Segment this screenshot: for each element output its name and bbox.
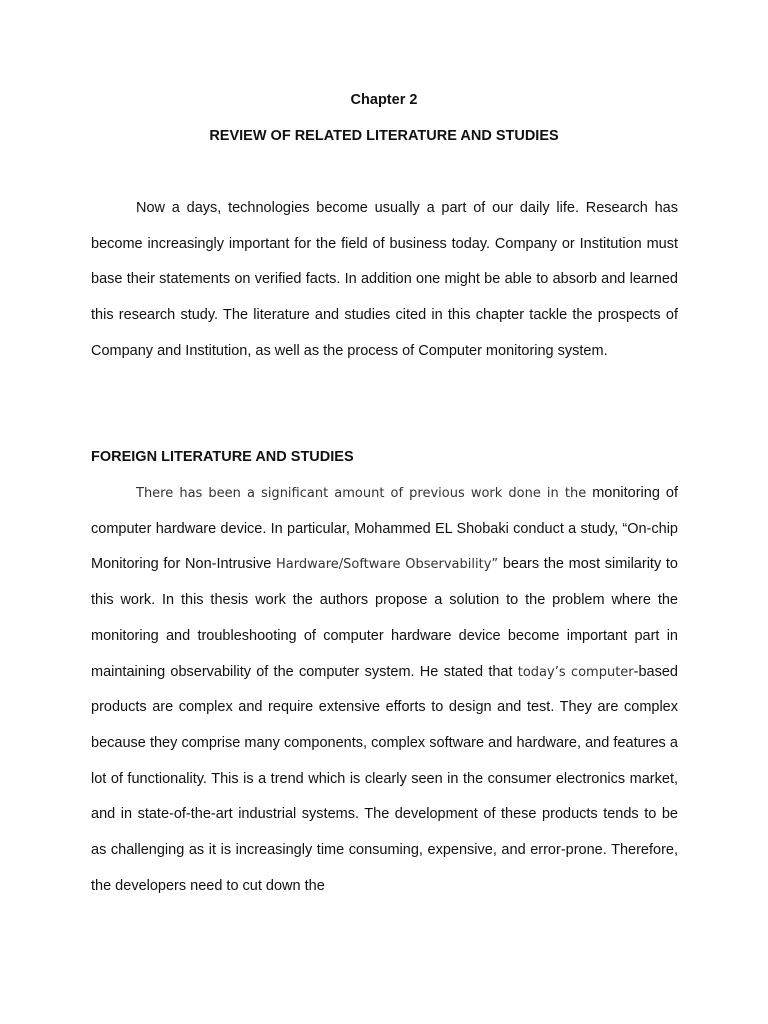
paragraph-segment: There has been a significant amount of previous work done in the (136, 486, 587, 501)
paragraph-segment: monitoring of computer hardware device. In particular, Mohammed EL Shobaki conduct a study, “On-chip Monitoring for Non-Intrusive (91, 485, 678, 573)
paragraph-segment: -based products are complex and require extensive efforts to design and test. They are complex because they comprise many components, complex software and hardware, and features a lot of functionality. This is a trend which is clearly seen in the consumer electronics market, and in state-of-the-art industrial systems. The development of these products tends to be as challenging as it is increasingly time consuming, expensive, and error-prone. Therefore, the developers need to cut down the (91, 663, 678, 894)
chapter-title: REVIEW OF RELATED LITERATURE AND STUDIES (209, 128, 559, 144)
section-heading: FOREIGN LITERATURE AND STUDIES (91, 449, 354, 465)
intro-paragraph (91, 191, 678, 370)
chapter-label: Chapter 2 (350, 92, 418, 108)
paragraph-segment: today’s computer (517, 664, 634, 680)
intro-paragraph-text: Now a days, technologies become usually a part of our daily life. Research has become increasingly important for the field of business today. Company or Institution must base their statements on verified facts. In addition one might be able to absorb and learned this research study. The literature and studies cited in this chapter tackle the prospects of Company and Institution, as well as the process of Computer monitoring system. (91, 200, 678, 359)
foreign-literature-paragraph (91, 476, 678, 904)
paragraph-segment: Hardware/Software Observability” (275, 557, 499, 573)
paragraph-segment: bears the most similarity to this work. In this thesis work the authors propose a solution to the problem where the monitoring and troubleshooting of computer hardware device become important part in maintaining observability of the computer system. He stated that (91, 556, 678, 680)
